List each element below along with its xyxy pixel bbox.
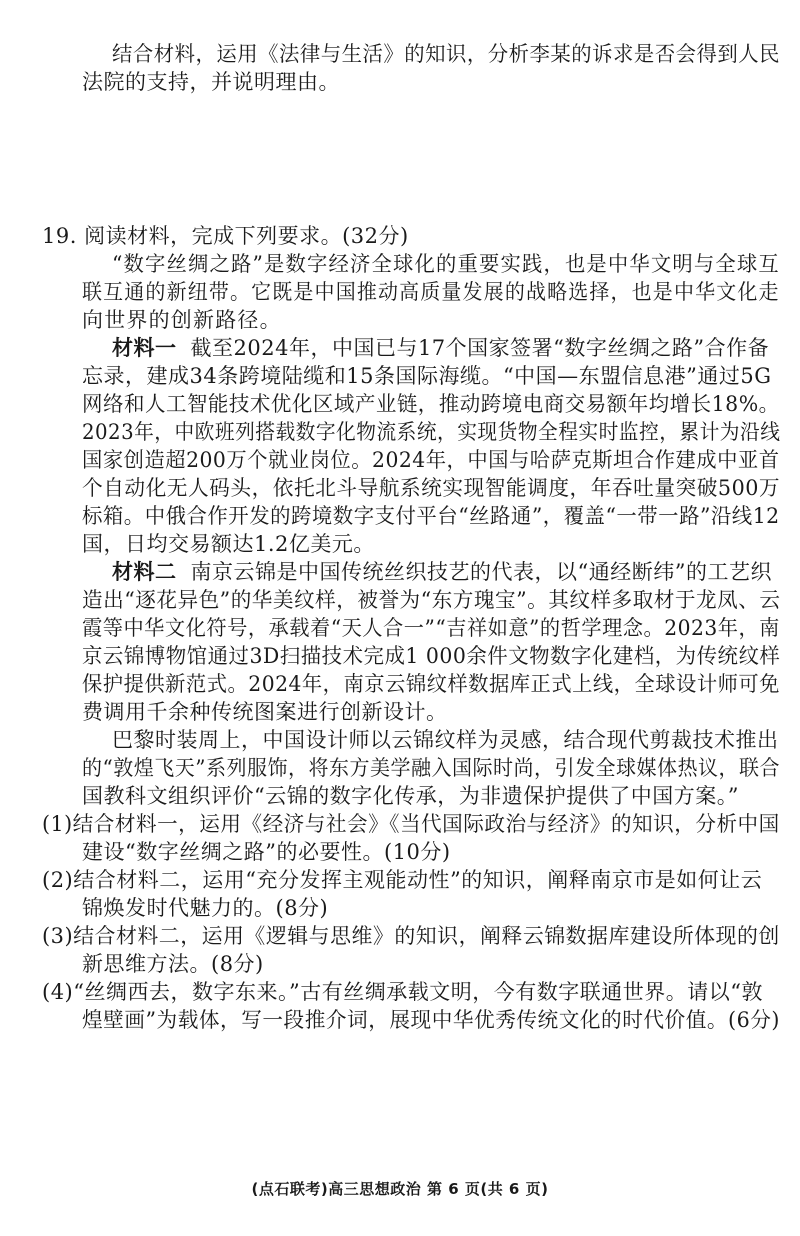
sub-question-4-line-2: 煌壁画”为载体，写一段推介词，展现中华优秀传统文化的时代价值。(6分) [82, 1008, 780, 1032]
question-19-heading: 19. 阅读材料，完成下列要求。(32分) [42, 224, 409, 248]
sub-question-2-line-1: (2)结合材料二，运用“充分发挥主观能动性”的知识，阐释南京市是如何让云 [42, 868, 763, 892]
material-2-text: 南京云锦是中国传统丝织技艺的代表，以“通经断纬”的工艺织 [190, 560, 772, 584]
prev-question-line-2: 法院的支持，并说明理由。 [82, 70, 340, 94]
sub-question-4-line-1: (4)“丝绸西去，数字东来。”古有丝绸承载文明，今有数字联通世界。请以“敦 [42, 980, 763, 1004]
material-1-line-6: 个自动化无人码头，依托北斗导航系统实现智能调度，年吞吐量突破500万 [82, 476, 781, 500]
intro-line-2: 联互通的新纽带。它既是中国推动高质量发展的战略选择，也是中华文化走 [82, 280, 780, 304]
intro-line-3: 向世界的创新路径。 [82, 308, 282, 332]
material-1-line-4: 2023年，中欧班列搭载数字化物流系统，实现货物全程实时监控，累计为沿线 [82, 420, 781, 444]
material-1-label: 材料一 [112, 335, 177, 360]
sub-question-1-line-1: (1)结合材料一，运用《经济与社会》《当代国际政治与经济》的知识，分析中国 [42, 812, 780, 836]
material-1-line-5: 国家创造超200万个就业岗位。2024年，中国与哈萨克斯坦合作建成中亚首 [82, 448, 780, 472]
material-2-line-2: 造出“逐花异色”的华美纹样，被誉为“东方瑰宝”。其纹样多取材于龙凤、云 [82, 588, 781, 612]
material-2-line-6: 费调用千余种传统图案进行创新设计。 [82, 700, 448, 724]
material-2-line-8: 的“敦煌飞天”系列服饰，将东方美学融入国际时尚，引发全球媒体热议，联合 [82, 756, 781, 780]
material-2-line-4: 京云锦博物馆通过3D扫描技术完成1 000余件文物数字化建档，为传统纹样 [82, 644, 781, 668]
material-1-line-3: 网络和人工智能技术优化区域产业链，推动跨境电商交易额年均增长18%。 [82, 392, 780, 416]
sub-question-3-line-2: 新思维方法。(8分) [82, 952, 264, 976]
prev-question-line-1: 结合材料，运用《法律与生活》的知识，分析李某的诉求是否会得到人民 [112, 42, 780, 66]
sub-question-1-line-2: 建设“数字丝绸之路”的必要性。(10分) [82, 840, 451, 864]
material-1-first-line [112, 334, 769, 362]
material-2-first-line [112, 558, 772, 586]
intro-line-1: “数字丝绸之路”是数字经济全球化的重要实践，也是中华文明与全球互 [112, 252, 780, 276]
material-2-line-7: 巴黎时装周上，中国设计师以云锦纹样为灵感，结合现代剪裁技术推出 [112, 728, 779, 752]
material-2-line-5: 保护提供新范式。2024年，南京云锦纹样数据库正式上线，全球设计师可免 [82, 672, 780, 696]
material-1-line-8: 国，日均交易额达1.2亿美元。 [82, 532, 375, 556]
material-2-line-9: 国教科文组织评价“云锦的数字化传承，为非遗保护提供了中国方案。” [82, 784, 739, 808]
sub-question-3-line-1: (3)结合材料二，运用《逻辑与思维》的知识，阐释云锦数据库建设所体现的创 [42, 924, 780, 948]
material-2-line-3: 霞等中华文化符号，承载着“天人合一”“吉祥如意”的哲学理念。2023年，南 [82, 616, 780, 640]
material-1-line-2: 忘录，建成34条跨境陆缆和15条国际海缆。“中国—东盟信息港”通过5G [82, 364, 772, 388]
page-footer: (点石联考)高三思想政治 第 6 页(共 6 页) [251, 1180, 549, 1198]
material-1-line-7: 标箱。中俄合作开发的跨境数字支付平台“丝路通”，覆盖“一带一路”沿线12 [82, 504, 780, 528]
sub-question-2-line-2: 锦焕发时代魅力的。(8分) [82, 896, 329, 920]
material-2-label: 材料二 [112, 559, 177, 584]
material-1-text: 截至2024年，中国已与17个国家签署“数字丝绸之路”合作备 [190, 336, 770, 360]
